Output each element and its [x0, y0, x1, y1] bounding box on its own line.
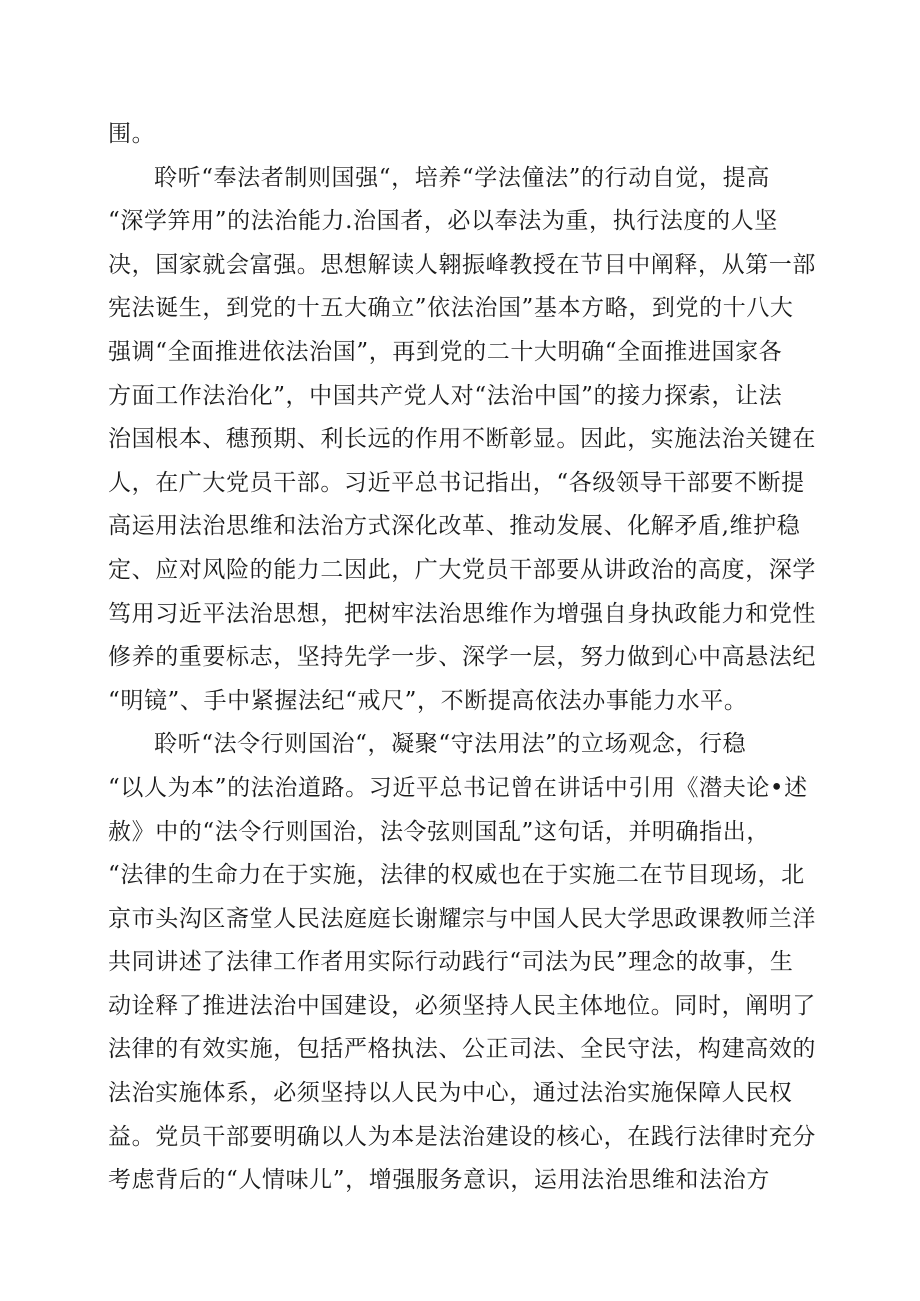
text-line: 聆听“奉法者制则国强“，培养“学法僮法”的行动自觉，提高 — [154, 164, 770, 191]
text-line: 聆听“法令行则国治“，凝聚“守法用法”的立场观念，行稳 — [154, 731, 747, 758]
text-line: 宪法诞生，到党的十五大确立”依法治国”基本方略，到党的十八大 — [108, 295, 794, 322]
text-line: 修养的重要标志，坚持先学一步、深学一层，努力做到心中高悬法纪 — [108, 644, 816, 671]
text-line: 围。 — [108, 121, 156, 147]
text-line: “以人为本”的法治道路。习近平总书记曾在讲话中引用《潜夫论•述 — [108, 774, 808, 801]
text-line: 赦》中的“法令行则国治，法令弦则国乱”这句话，并明确指出， — [108, 818, 770, 845]
text-line: “明镜”、手中紧握法纪“戒尺”，不断提高依法办事能力水平。 — [108, 687, 748, 714]
text-line: 强调“全面推进依法治国”，再到党的二十大明确“全面推进国家各 — [108, 338, 783, 365]
text-line: 京市头沟区斋堂人民法庭庭长谢耀宗与中国人民大学思政课教师兰洋 — [108, 905, 816, 932]
text-line: 高运用法治思维和法治方式深化改革、推动发展、化解矛盾,维护稳 — [108, 513, 801, 540]
text-line: 动诠释了推进法治中国建设，必须坚持人民主体地位。同时，阐明了 — [108, 992, 816, 1019]
text-line: 法治实施体系，必须坚持以人民为中心，通过法治实施保障人民权 — [108, 1080, 793, 1107]
text-line: 法律的有效实施，包括严格执法、公正司法、全民守法，构建高效的 — [108, 1036, 816, 1063]
text-line: 定、应对风险的能力二因此，广大党员干部要从讲政治的高度，深学 — [108, 556, 816, 583]
text-line: “深学笄用”的法治能力.治国者，必以奉法为重，执行法度的人坚 — [108, 208, 778, 235]
text-line: 决，国家就会富强。思想解读人翱振峰教授在节目中阐释，从第一部 — [108, 251, 816, 278]
text-line: 益。党员干部要明确以人为本是法治建设的核心，在践行法律时充分 — [108, 1123, 816, 1150]
text-line: 治国根本、穗预期、利长远的作用不断彰显。因此，实施法治关键在 — [108, 426, 816, 453]
text-line: 共同讲述了法律工作者用实际行动践行“司法为民”理念的故事，生 — [108, 949, 794, 976]
text-line: 考虑背后的“人情味儿”，增强服务意识，运用法治思维和法治方 — [108, 1167, 770, 1194]
text-line: 笃用习近平法治思想，把树牢法治思维作为增强自身执政能力和党性 — [108, 600, 816, 627]
body-text — [108, 113, 816, 1203]
text-line: “法律的生命力在于实施，法律的权威也在于实施二在节目现场，北 — [108, 862, 805, 889]
text-line: 人，在广大党员干部。习近平总书记指出，“各级领导干部要不断提 — [108, 469, 805, 496]
text-line: 方面工作法治化”，中国共产党人对“法治中国”的接力探索，让法 — [108, 382, 783, 409]
